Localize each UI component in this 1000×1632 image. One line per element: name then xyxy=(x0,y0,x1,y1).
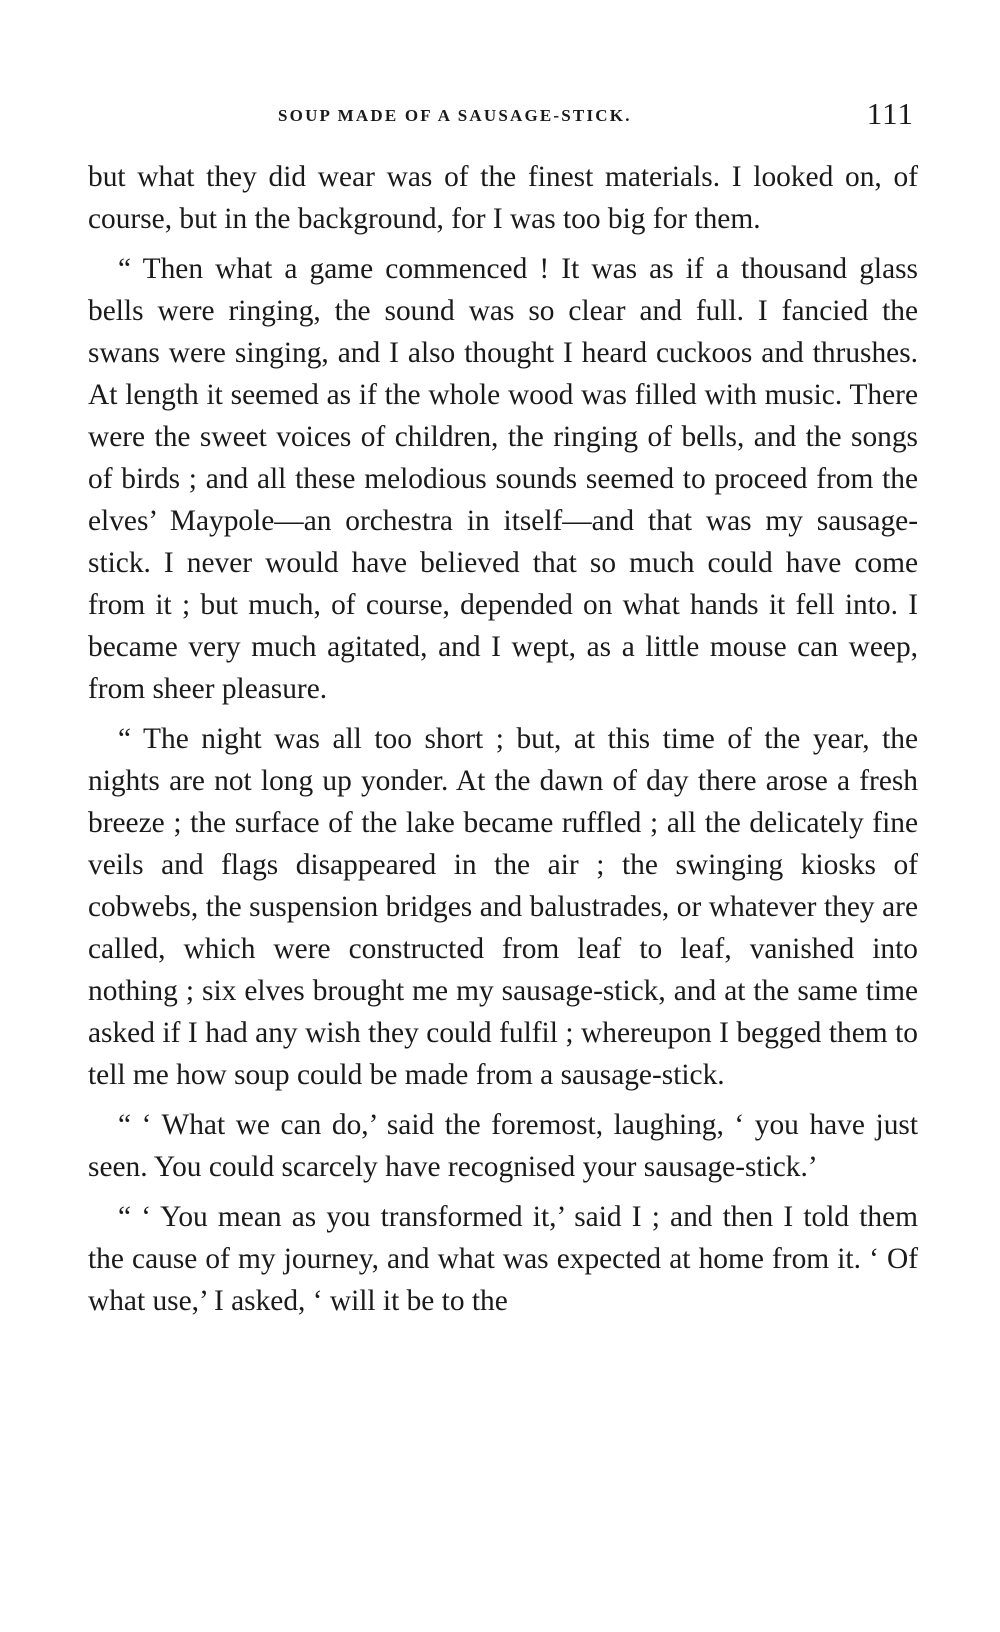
paragraph: “ Then what a game commenced ! It was as if a thousand glass bells were ringing, the sound was so clear and full. I fancied the swans were singing, and I also thought I heard cuckoos and thrushes. At length it seemed as if the whole wood was filled with music. There were the sweet voices of children, the ringing of bells, and the songs of birds ; and all these melodious sounds seemed to proceed from the elves’ Maypole—an orchestra in itself—and that was my sausage-stick. I never would have believed that so much could have come from it ; but much, of course, depended on what hands it fell into. I became very much agitated, and I wept, as a little mouse can weep, from sheer pleasure. xyxy=(88,253,918,705)
body-text xyxy=(88,156,918,1322)
running-head xyxy=(88,92,918,132)
book-page xyxy=(88,92,918,1330)
paragraph: but what they did wear was of the finest materials. I looked on, of course, but in the background, for I was too big for them. xyxy=(88,161,918,235)
paragraph: “ The night was all too short ; but, at this time of the year, the nights are not long up yonder. At the dawn of day there arose a fresh breeze ; the surface of the lake became ruffled ; all the delicately fine veils and flags disappeared in the air ; the swinging kiosks of cobwebs, the suspension bridges and balustrades, or whatever they are called, which were constructed from leaf to leaf, vanished into nothing ; six elves brought me my sausage-stick, and at the same time asked if I had any wish they could fulfil ; whereupon I begged them to tell me how soup could be made from a sausage-stick. xyxy=(88,723,918,1091)
running-title: SOUP MADE OF A SAUSAGE-STICK. xyxy=(278,106,632,125)
paragraph: “ ‘ You mean as you transformed it,’ said I ; and then I told them the cause of my journey, and what was expected at home from it. ‘ Of what use,’ I asked, ‘ will it be to the xyxy=(88,1201,918,1317)
paragraph: “ ‘ What we can do,’ said the foremost, laughing, ‘ you have just seen. You could scarcely have recognised your sausage-stick.’ xyxy=(88,1109,918,1183)
page-number: 111 xyxy=(866,96,914,131)
